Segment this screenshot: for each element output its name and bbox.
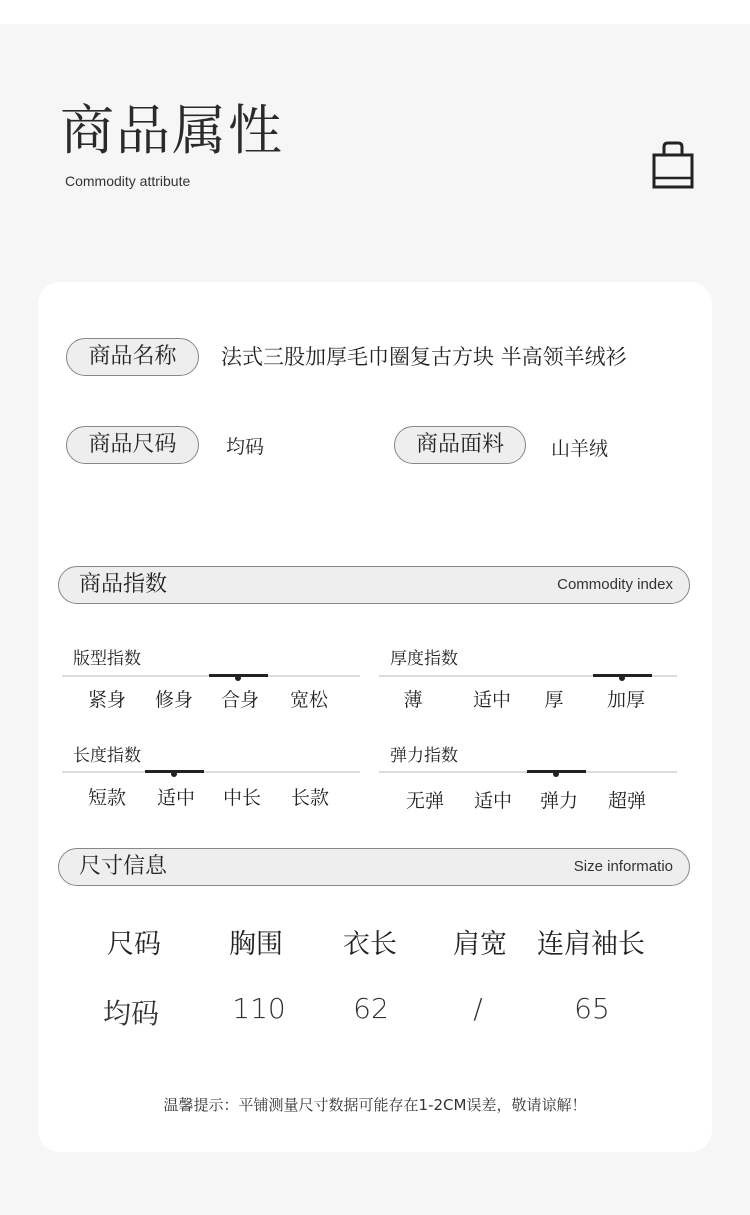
size-info-title-en: Size informatio bbox=[573, 858, 673, 875]
thickness-option: 薄 bbox=[403, 689, 423, 711]
size-info-title: 尺寸信息 bbox=[79, 854, 168, 879]
fit-index-label: 版型指数 bbox=[73, 649, 141, 669]
size-table-header: 尺码 bbox=[107, 929, 161, 960]
product-size-value: 均码 bbox=[226, 436, 265, 458]
thickness-index-marker bbox=[619, 675, 625, 681]
fit-option: 宽松 bbox=[289, 689, 328, 711]
length-index-label: 长度指数 bbox=[73, 746, 141, 766]
measurement-tip: 温馨提示：平铺测量尺寸数据可能存在1-2CM误差，敬请谅解！ bbox=[163, 1096, 587, 1114]
size-table-header: 连肩袖长 bbox=[537, 929, 645, 960]
fit-option: 修身 bbox=[154, 689, 193, 711]
page-subtitle: Commodity attribute bbox=[65, 173, 191, 189]
thickness-option: 厚 bbox=[544, 689, 564, 711]
size-table-cell: 62 bbox=[353, 992, 389, 1025]
elasticity-index-label: 弹力指数 bbox=[390, 746, 458, 766]
size-table-cell: / bbox=[473, 992, 483, 1025]
elasticity-option: 适中 bbox=[473, 790, 512, 812]
size-table-header: 衣长 bbox=[343, 929, 397, 960]
thickness-option-selected: 加厚 bbox=[606, 689, 645, 711]
product-fabric-value: 山羊绒 bbox=[551, 438, 609, 460]
elasticity-option: 无弹 bbox=[405, 790, 444, 812]
fit-option: 紧身 bbox=[87, 689, 126, 711]
length-option: 中长 bbox=[222, 787, 261, 809]
product-name-label: 商品名称 bbox=[66, 338, 199, 376]
fit-index-marker bbox=[235, 675, 241, 681]
fit-option-selected: 合身 bbox=[220, 689, 259, 711]
elasticity-index-marker bbox=[553, 771, 559, 777]
product-fabric-label: 商品面料 bbox=[394, 426, 526, 464]
elasticity-option: 超弹 bbox=[607, 790, 646, 812]
commodity-index-title-en: Commodity index bbox=[557, 576, 673, 593]
length-option: 短款 bbox=[87, 787, 126, 809]
thickness-index-label: 厚度指数 bbox=[390, 649, 458, 669]
product-size-label: 商品尺码 bbox=[66, 426, 199, 464]
length-index-marker bbox=[171, 771, 177, 777]
thickness-option: 适中 bbox=[472, 689, 511, 711]
page-title: 商品属性 bbox=[60, 99, 284, 162]
product-name-value: 法式三股加厚毛巾圈复古方块 半高领羊绒衫 bbox=[221, 345, 627, 369]
elasticity-option-selected: 弹力 bbox=[539, 790, 578, 812]
size-table-cell: 110 bbox=[232, 992, 286, 1025]
length-option: 长款 bbox=[290, 787, 329, 809]
size-table-header: 肩宽 bbox=[453, 929, 507, 960]
length-option-selected: 适中 bbox=[156, 787, 195, 809]
size-table-header: 胸围 bbox=[229, 929, 283, 960]
shopping-bag-icon bbox=[652, 141, 694, 189]
size-info-header bbox=[58, 848, 690, 886]
size-table-cell: 均码 bbox=[102, 997, 159, 1030]
size-table-cell: 65 bbox=[574, 992, 610, 1025]
length-index-track bbox=[62, 771, 360, 773]
commodity-index-header bbox=[58, 566, 690, 604]
commodity-index-title: 商品指数 bbox=[79, 572, 168, 597]
